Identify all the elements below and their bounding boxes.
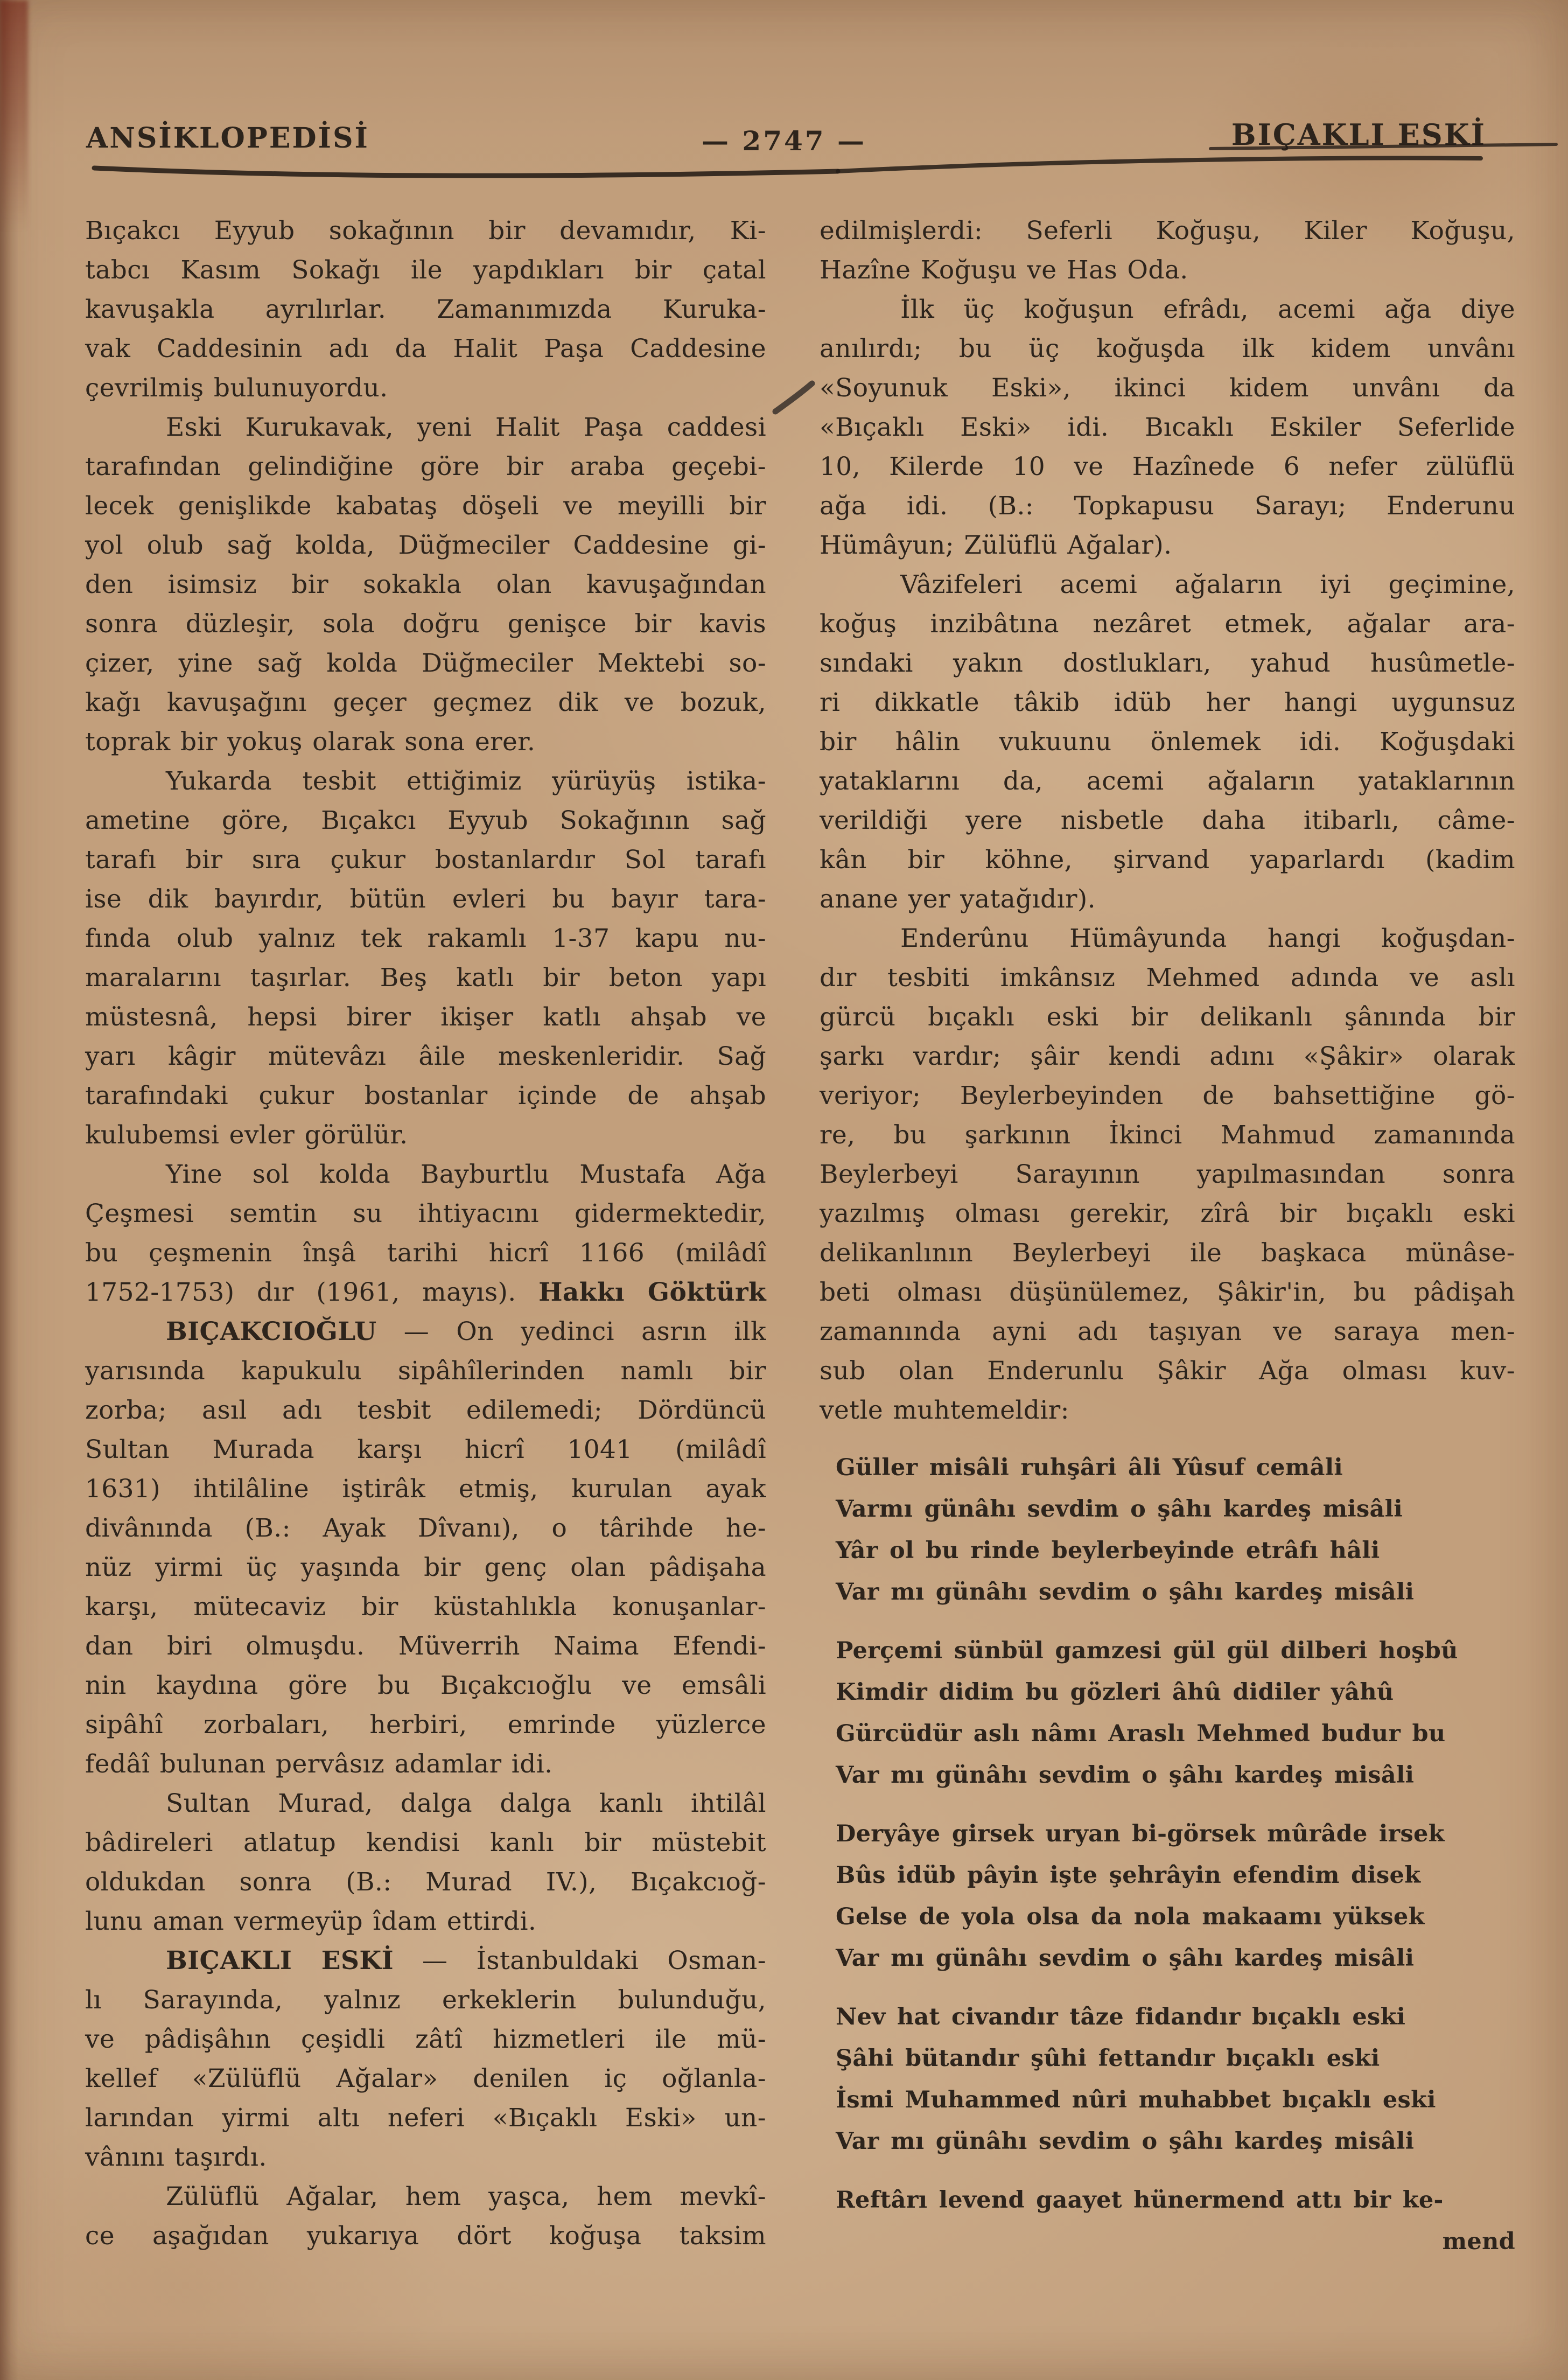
text-line [85,2216,766,2256]
text-run: sipâhî zorbaları, herbiri, emrinde yüzlerce [85,1710,766,1740]
text-run: dır tesbiti imkânsız Mehmed adında ve aslı [820,963,1515,993]
text-run: zorba; asıl adı tesbit edilemedi; Dördüncü [85,1395,766,1425]
paragraph [820,565,1515,919]
text-line [85,1980,766,2020]
text-line [85,368,766,408]
header-journal-title: ANSİKLOPEDİSİ [86,122,369,155]
text-run: vak Caddesinin adı da Halit Paşa Caddesine [85,334,766,364]
text-line [85,1744,766,1784]
text-line [820,1273,1515,1312]
paragraph [820,919,1515,1430]
text-run: lı Sarayında, yalnız erkeklerin bulunduğu, [85,1985,766,2015]
text-run: bir hâlin vukuunu önlemek idi. Koğuşdaki [820,727,1515,757]
text-line [820,1115,1515,1155]
text-line [820,329,1515,368]
text-run: Var mı günâhı sevdim o şâhı kardeş misâli [836,2128,1415,2155]
text-run: tabcı Kasım Sokağı ile yapdıkları bir çatal [85,255,766,285]
text-line [85,408,766,447]
text-run: Sultan Murad, dalga dalga kanlı ihtilâl [166,1789,766,1818]
text-line [836,2038,1515,2079]
text-run: kân bir köhne, şirvand yaparlardı (kadim [820,845,1515,875]
text-run: Zülüflü Ağalar, hem yaşca, hem mevkî- [166,2182,766,2211]
text-run: Yine sol kolda Bayburtlu Mustafa Ağa [166,1160,766,1189]
text-line [85,486,766,526]
bold-text: BIÇAKLI ESKİ [166,1946,394,1976]
text-run: İsmi Muhammed nûri muhabbet bıçaklı eski [836,2086,1436,2113]
text-run: nüz yirmi üç yaşında bir genç olan pâdişaha [85,1553,766,1582]
text-run: gürcü bıçaklı eski bir delikanlı şânında bir [820,1002,1515,1032]
text-run: Enderûnu Hümâyunda hangi koğuşdan- [900,924,1515,953]
text-run: yataklarını da, acemi ağaların yataklarının [820,766,1515,796]
text-run: Güller misâli ruhşâri âli Yûsuf cemâli [836,1454,1343,1481]
text-run: 1631) ihtilâline iştirâk etmiş, kurulan ayak [85,1474,766,1504]
text-line [85,250,766,290]
text-run: Hazîne Koğuşu ve Has Oda. [820,255,1188,285]
text-run: oldukdan sonra (B.: Murad IV.), Bıçakcıoğ- [85,1867,766,1897]
header-rule-left [94,168,838,176]
text-line [85,2177,766,2216]
poem-stanza [820,1630,1515,1796]
text-run: kağı kavuşağını geçer geçmez dik ve bozuk, [85,688,766,717]
text-run: Reftârı levend gaayet hünermend attı bir ke- [836,2187,1444,2214]
text-run: nin kaydına göre bu Bıçakcıoğlu ve emsâli [85,1671,766,1700]
text-run: Gelse de yola olsa da nola makaamı yüksek [836,1903,1425,1930]
text-line [85,683,766,722]
text-run: yol olub sağ kolda, Düğmeciler Caddesine gi- [85,531,766,560]
text-run: Eski Kurukavak, yeni Halit Paşa caddesi [166,413,766,442]
paragraph [85,1941,766,2177]
bold-text: Hakkı Göktürk [538,1278,766,1307]
text-run: Sultan Murada karşı hicrî 1041 (milâdî [85,1435,766,1464]
text-run: şarkı vardır; şâir kendi adını «Şâkir» olarak [820,1042,1515,1071]
text-line [820,1351,1515,1391]
text-line [85,762,766,801]
text-run: 10, Kilerde 10 ve Hazînede 6 nefer zülüflü [820,452,1515,481]
text-line [85,211,766,250]
text-line [85,997,766,1037]
text-run: anılırdı; bu üç koğuşda ilk kidem unvânı [820,334,1515,364]
text-run: divânında (B.: Ayak Dîvanı), o târihde he- [85,1513,766,1543]
text-run: İlk üç koğuşun efrâdı, acemi ağa diye [900,295,1515,324]
text-line [836,1813,1515,1855]
text-run: anane yer yatağıdır). [820,884,1096,914]
text-line [836,1530,1515,1572]
text-line [820,644,1515,683]
text-line [836,2121,1515,2162]
text-line [85,644,766,683]
text-line [820,408,1515,447]
header-rule-right [838,158,1481,171]
text-run: larından yirmi altı neferi «Bıçaklı Eski» un- [85,2103,766,2133]
paragraph [820,211,1515,290]
text-line [836,1896,1515,1938]
text-run: fında olub yalnız tek rakamlı 1-37 kapu nu- [85,924,766,953]
text-run: kellef «Zülüflü Ağalar» denilen iç oğlanla- [85,2064,766,2093]
text-line [85,1391,766,1430]
text-line [820,997,1515,1037]
text-line [85,958,766,997]
header-article-title: BIÇAKLI ESKİ [1231,117,1486,152]
text-line [85,1233,766,1273]
text-run: delikanlının Beylerbeyi ile başkaca münâse- [820,1238,1515,1268]
text-run: «Soyunuk Eski», ikinci kidem unvânı da [820,373,1515,403]
text-line [85,1705,766,1744]
text-run: ise dik bayırdır, bütün evleri bu bayır tara- [85,884,766,914]
text-run: kavuşakla ayrılırlar. Zamanımızda Kuruka- [85,295,766,324]
header-page-number: — 2747 — [702,125,866,157]
text-run: bu çeşmenin înşâ tarihi hicrî 1166 (milâdî [85,1238,766,1268]
text-line [836,1938,1515,1979]
text-line [85,1666,766,1705]
text-line [820,1076,1515,1115]
text-line [820,1391,1515,1430]
text-line [820,368,1515,408]
text-line [820,958,1515,997]
text-line [820,762,1515,801]
text-run: edilmişlerdi: Seferli Koğuşu, Kiler Koğuşu, [820,216,1515,246]
text-run: ce aşağıdan yukarıya dört koğuşa taksim [85,2221,766,2251]
text-run: Vâzifeleri acemi ağaların iyi geçimine, [900,570,1515,599]
text-line [85,919,766,958]
text-run: toprak bir yokuş olarak sona erer. [85,727,536,757]
text-line [85,1155,766,1194]
text-line [85,1548,766,1587]
paragraph [820,290,1515,565]
text-run: yazılmış olması gerekir, zîrâ bir bıçaklı eski [820,1199,1515,1229]
paragraph [85,1312,766,1784]
paragraph [85,211,766,408]
text-run: veriyor; Beylerbeyinden de bahsettiğine gö- [820,1081,1515,1111]
text-line [85,2098,766,2138]
text-line [85,2059,766,2098]
text-line [85,1430,766,1469]
text-run: Çeşmesi semtin su ihtiyacını gidermektedir, [85,1199,766,1229]
text-line [85,1273,766,1312]
scan-edge-shadow [0,0,18,2380]
text-line [836,1672,1515,1713]
text-run: ve pâdişâhın çeşidli zâtî hizmetleri ile mü- [85,2025,766,2054]
text-line [85,1509,766,1548]
text-run: Varmı günâhı sevdim o şâhı kardeş misâli [836,1496,1403,1523]
text-line [85,1351,766,1391]
paragraph [85,2177,766,2256]
text-line [85,1902,766,1941]
scan-corner-blot [0,0,28,232]
text-run: — On yedinci asrın ilk [376,1317,766,1346]
text-line [85,447,766,486]
text-run: Bûs idüb pâyin işte şehrâyin efendim disek [836,1862,1421,1889]
text-run: lecek genişlikde kabataş döşeli ve meyilli bir [85,491,766,521]
text-run: ametine göre, Bıçakcı Eyyub Sokağının sağ [85,806,766,835]
text-run: Bıçakcı Eyyub sokağının bir devamıdır, Ki- [85,216,766,246]
text-line [85,1941,766,1980]
text-line [85,1037,766,1076]
text-run: Gürcüdür aslı nâmı Araslı Mehmed budur bu [836,1720,1446,1747]
text-line [85,722,766,762]
text-line [85,1115,766,1155]
text-run: karşı, mütecaviz bir küstahlıkla konuşanlar- [85,1592,766,1622]
text-line [85,329,766,368]
text-line [85,290,766,329]
text-line [85,1823,766,1862]
text-run: çizer, yine sağ kolda Düğmeciler Mektebi so- [85,648,766,678]
paragraph [85,1155,766,1312]
text-line [820,250,1515,290]
text-line [85,801,766,840]
text-run: re, bu şarkının İkinci Mahmud zamanında [820,1120,1515,1150]
text-run: fedâî bulunan pervâsız adamlar idi. [85,1749,553,1779]
text-run: Hümâyun; Zülüflü Ağalar). [820,531,1172,560]
text-line [836,1755,1515,1796]
text-run: Yâr ol bu rinde beylerbeyinde etrâfı hâli [836,1537,1380,1564]
text-run: Var mı günâhı sevdim o şâhı kardeş misâli [836,1762,1415,1789]
text-run: kulubemsi evler görülür. [85,1120,408,1150]
left-text-column [85,211,766,2256]
text-run: Deryâye girsek uryan bi-görsek mûrâde irsek [836,1820,1445,1847]
text-line [85,2138,766,2177]
text-line [85,880,766,919]
text-run: vânını taşırdı. [85,2142,267,2172]
text-run: lunu aman vermeyüp îdam ettirdi. [85,1907,537,1936]
text-line [820,486,1515,526]
text-line [820,880,1515,919]
text-line [85,1469,766,1509]
text-line [820,1155,1515,1194]
text-line [820,565,1515,604]
text-line [820,1194,1515,1233]
text-line [85,2020,766,2059]
text-run: maralarını taşırlar. Beş katlı bir beton yapı [85,963,766,993]
text-line [85,604,766,644]
text-line [85,1587,766,1627]
text-line [85,1312,766,1351]
text-line [85,840,766,880]
text-run: verildiği yere nisbetle daha itibarlı, câme- [820,806,1515,835]
text-line [85,1862,766,1902]
pen-mark-annotation [775,383,812,411]
poem-stanza [820,1813,1515,1979]
text-line [85,1194,766,1233]
text-line [836,1713,1515,1755]
text-run: koğuş inzibâtına nezâret etmek, ağalar ara- [820,609,1515,639]
text-run: Beylerbeyi Sarayının yapılmasından sonra [820,1160,1515,1189]
text-line [836,1630,1515,1672]
text-run: Yukarda tesbit ettiğimiz yürüyüş istika- [166,766,766,796]
text-run: müstesnâ, hepsi birer ikişer katlı ahşab ve [85,1002,766,1032]
right-text-column [820,211,1515,2263]
text-run: dan biri olmuşdu. Müverrih Naima Efendi- [85,1631,766,1661]
text-run: Kimdir didim bu gözleri âhû didiler yâhû [836,1679,1394,1706]
paragraph [85,762,766,1155]
text-run: — İstanbuldaki Osman- [393,1946,766,1976]
text-run: 1752-1753) dır (1961, mayıs). [85,1278,539,1307]
text-line [85,565,766,604]
text-line [836,1447,1515,1489]
text-line [85,526,766,565]
text-line [85,1627,766,1666]
text-run: den isimsiz bir sokakla olan kavuşağından [85,570,766,599]
poem-stanza [820,1447,1515,1613]
text-line [820,722,1515,762]
text-line [85,1784,766,1823]
text-run: tarafından gelindiğine göre bir araba geçebi- [85,452,766,481]
text-run: çevrilmiş bulunuyordu. [85,373,388,403]
text-run: Var mı günâhı sevdim o şâhı kardeş misâli [836,1945,1415,1972]
text-line [820,1233,1515,1273]
text-run: bâdireleri atlatup kendisi kanlı bir müstebit [85,1828,766,1858]
text-line [836,2180,1515,2221]
poem-stanza [820,2180,1515,2263]
text-run: sub olan Enderunlu Şâkir Ağa olması kuv- [820,1356,1515,1386]
text-run: «Bıçaklı Eski» idi. Bıcaklı Eskiler Seferlide [820,413,1515,442]
text-line [836,1997,1515,2038]
text-line [85,1076,766,1115]
text-run: mend [1442,2228,1515,2255]
text-run: ri dikkatle tâkib idüb her hangi uygunsuz [820,688,1515,717]
text-line [820,526,1515,565]
text-run: Şâhi bütandır şûhi fettandır bıçaklı eski [836,2045,1380,2072]
paragraph [85,408,766,762]
text-line [836,2079,1515,2121]
text-run: Var mı günâhı sevdim o şâhı kardeş misâli [836,1579,1415,1606]
text-run: tarafı bir sıra çukur bostanlardır Sol tarafı [85,845,766,875]
text-line [820,1037,1515,1076]
text-line [836,1572,1515,1613]
text-line [820,211,1515,250]
text-line [836,1489,1515,1530]
text-line [820,290,1515,329]
text-line [820,801,1515,840]
text-run: tarafındaki çukur bostanlar içinde de ahşab [85,1081,766,1111]
text-line [836,2221,1515,2263]
text-run: yarı kâgir mütevâzı âile meskenleridir. Sağ [85,1042,766,1071]
poem-stanza [820,1997,1515,2162]
bold-text: BIÇAKCIOĞLU [166,1317,377,1346]
text-line [820,447,1515,486]
text-run: Nev hat civandır tâze fidandır bıçaklı eski [836,2004,1406,2030]
text-run: sonra düzleşir, sola doğru genişce bir kavis [85,609,766,639]
text-line [820,840,1515,880]
text-line [820,919,1515,958]
text-run: ağa idi. (B.: Topkapusu Sarayı; Enderunu [820,491,1515,521]
text-line [820,1312,1515,1351]
text-line [836,1855,1515,1896]
text-run: yarısında kapukulu sipâhîlerinden namlı bir [85,1356,766,1386]
text-run: zamanında ayni adı taşıyan ve saraya men- [820,1317,1515,1346]
text-run: beti olması düşünülemez, Şâkir'in, bu pâdişah [820,1278,1515,1307]
text-run: sındaki yakın dostlukları, yahud husûmetle- [820,648,1515,678]
text-run: Perçemi sünbül gamzesi gül gül dilberi hoşbû [836,1637,1458,1664]
paragraph [85,1784,766,1941]
text-line [820,604,1515,644]
text-line [820,683,1515,722]
text-run: vetle muhtemeldir: [820,1395,1069,1425]
